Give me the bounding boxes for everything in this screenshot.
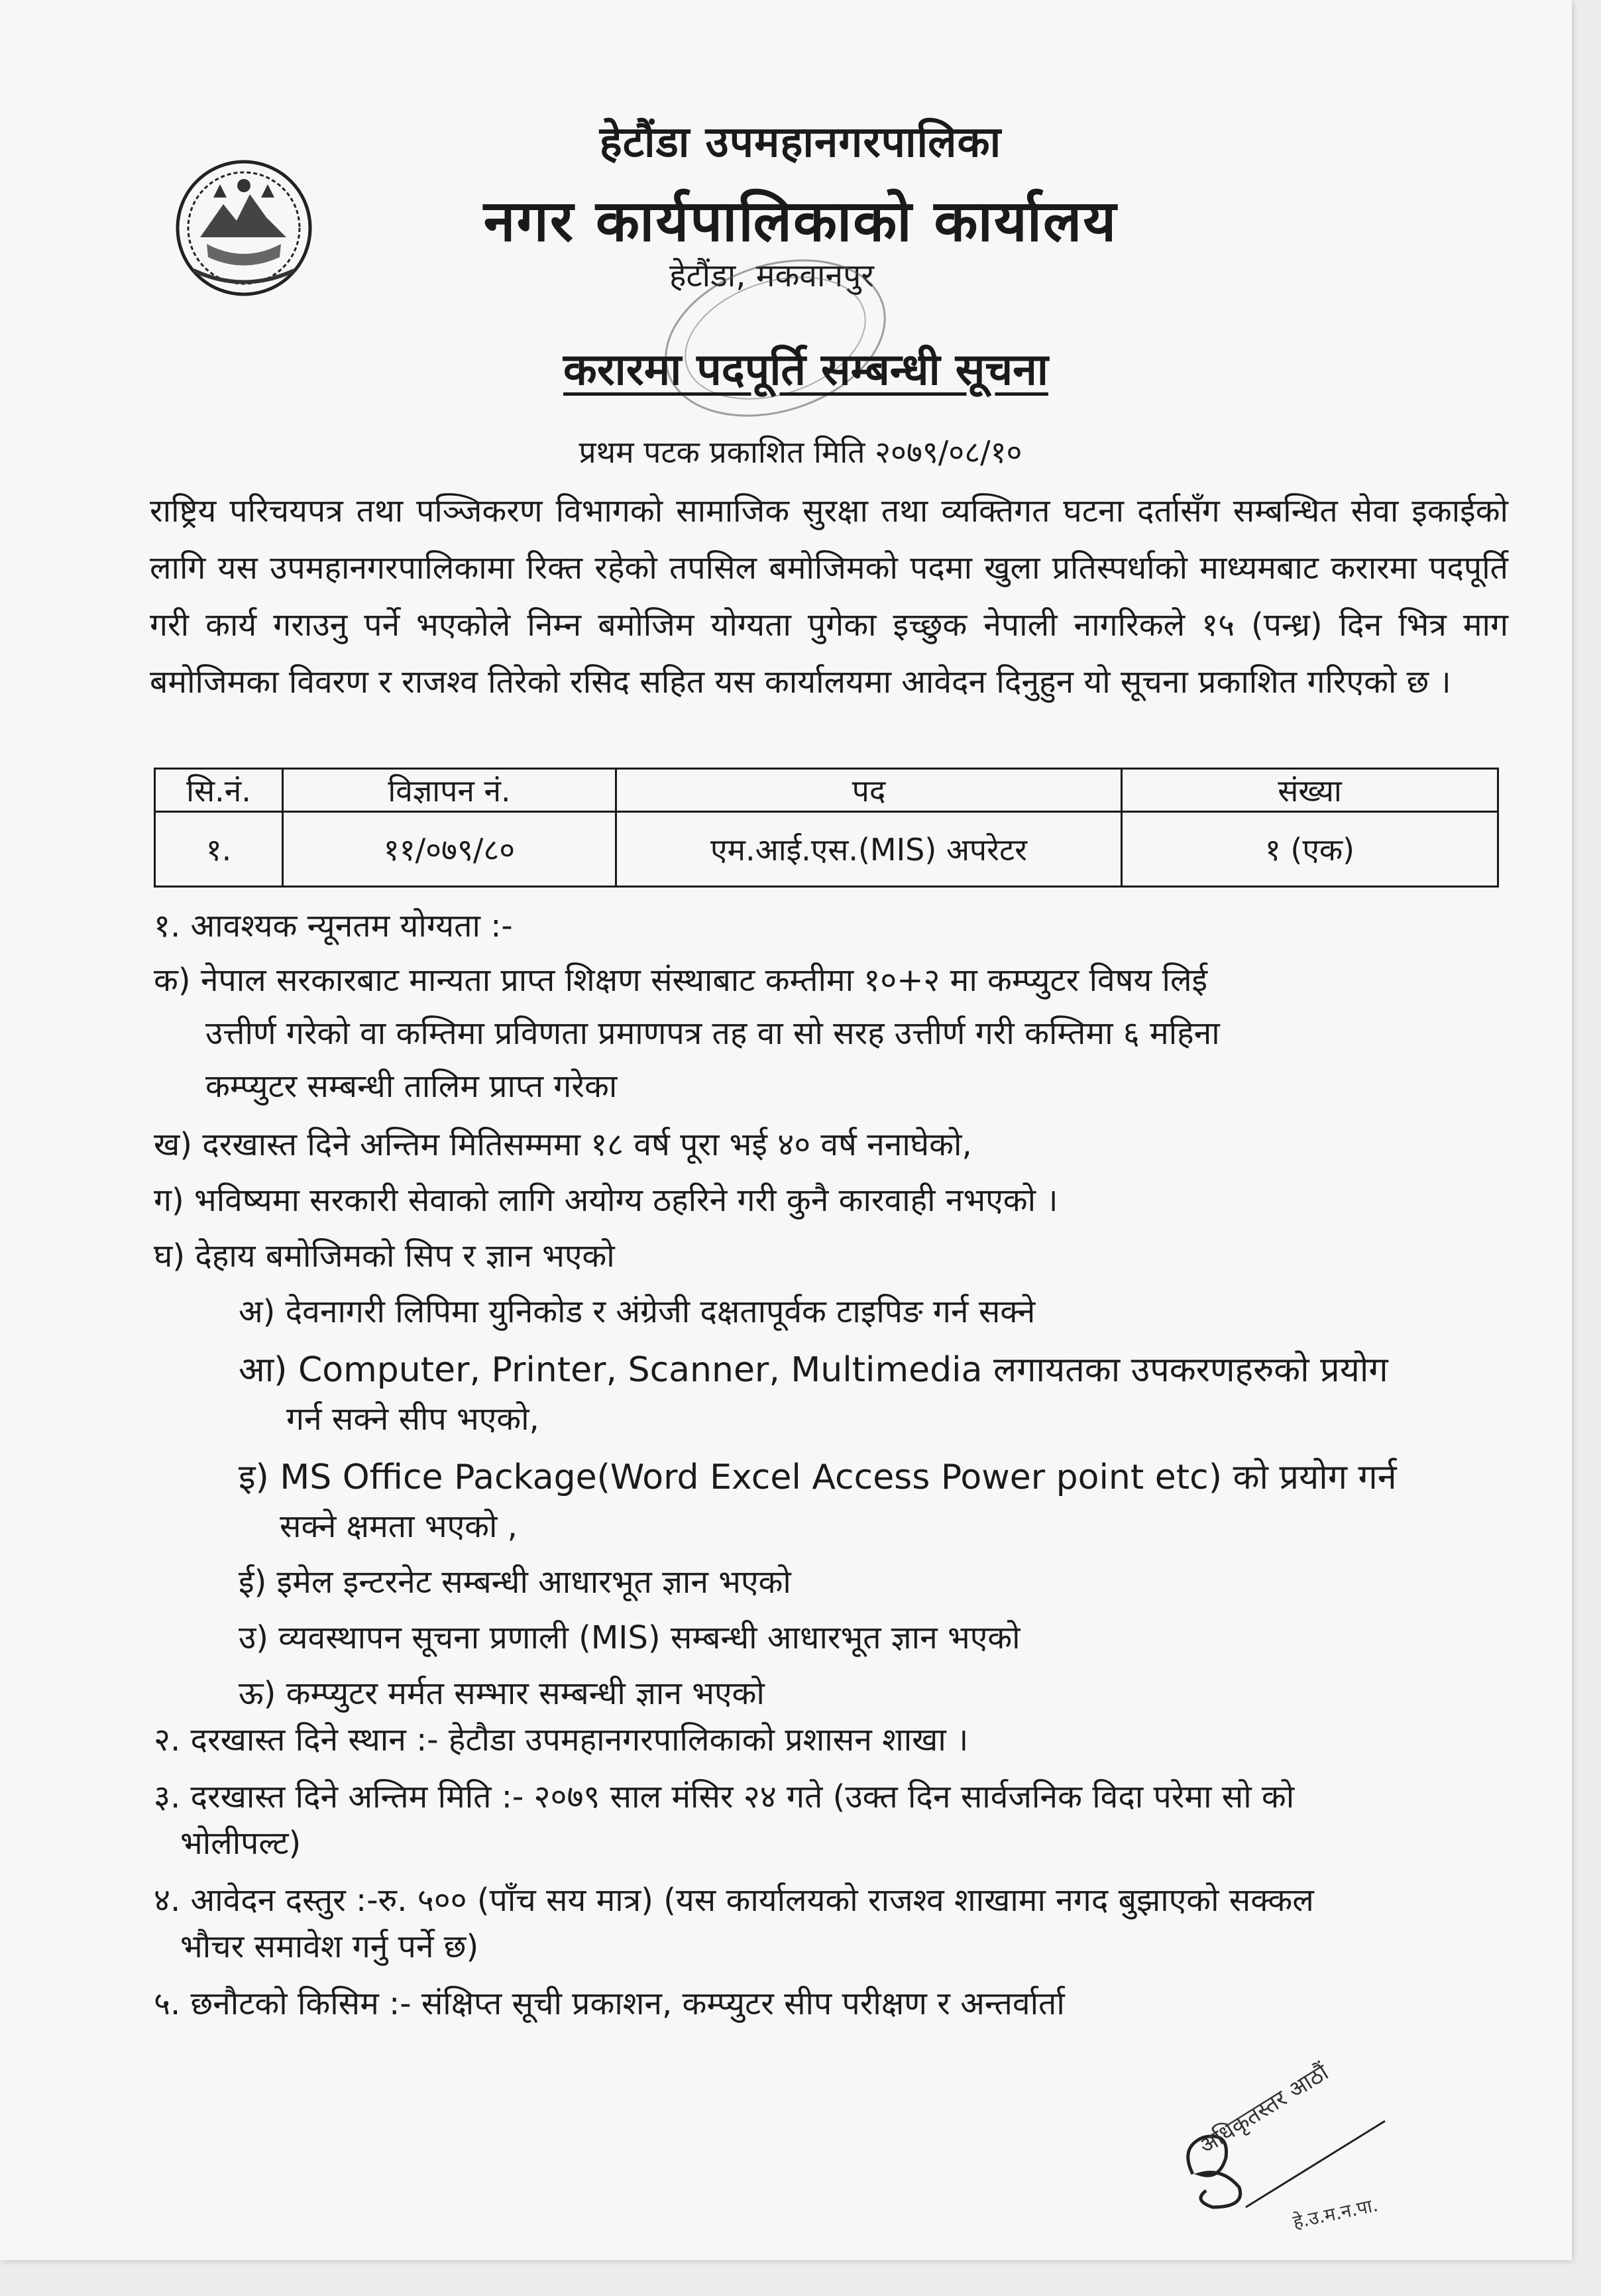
intro-paragraph: राष्ट्रिय परिचयपत्र तथा पञ्जिकरण विभागको सामाजिक सुरक्षा तथा व्यक्तिगत घटना दर्तासँग सम्बन्धित सेवा इकाईको लागि यस उपमहानगरपालिकामा रिक्त रहेको तपसिल बमोजिमको पदमा खुला प्रतिस्पर्धाको माध्यमबाट करारमा पदपूर्ति गरी कार्य गराउनु पर्ने भएकोले निम्न बमोजिम योग्यता पुगेका इच्छुक नेपाली नागरिकले १५ (पन्ध्र) दिन भित्र माग बमोजिमका विवरण र राजश्व तिरेको रसिद सहित यस कार्यालयमा आवेदन दिनुहुन यो सूचना प्रकाशित गरिएको छ । bbox=[150, 492, 1508, 701]
req-i-cont: सक्ने क्षमता भएको , bbox=[280, 1508, 518, 1545]
item-selection: ५. छनौटको किसिम :- संक्षिप्त सूची प्रकाशन, कम्प्युटर सीप परीक्षण र अन्तर्वार्ता bbox=[154, 1985, 1065, 2022]
vacancy-table bbox=[154, 768, 1499, 888]
col-ad-number: विज्ञापन नं. bbox=[283, 769, 616, 812]
notice-title: करारमा पदपूर्ति सम्बन्धी सूचना bbox=[563, 344, 1048, 395]
req-u: उ) व्यवस्थापन सूचना प्रणाली (MIS) सम्बन्धी आधारभूत ज्ञान भएको bbox=[239, 1619, 1021, 1656]
col-position: पद bbox=[616, 769, 1122, 812]
office-location: हेटौंडा, मकवानपुर bbox=[669, 257, 874, 294]
signatory-title: अधिकृतस्तर आठौं bbox=[1194, 2059, 1333, 2160]
cell-serial: १. bbox=[155, 812, 283, 887]
col-count: संख्या bbox=[1122, 769, 1498, 812]
item-deadline: ३. दरखास्त दिने अन्तिम मिति :- २०७९ साल मंसिर २४ गते (उक्त दिन सार्वजनिक विदा परेमा सो को bbox=[154, 1778, 1295, 1815]
req-a: अ) देवनागरी लिपिमा युनिकोड र अंग्रेजी दक्षतापूर्वक टाइपिङ गर्न सक्ने bbox=[239, 1293, 1036, 1330]
cell-position: एम.आई.एस.(MIS) अपरेटर bbox=[616, 812, 1122, 887]
req-i: इ) MS Office Package(Word Excel Access Power point etc) को प्रयोग गर्न bbox=[239, 1458, 1397, 1497]
req-ga: ग) भविष्यमा सरकारी सेवाको लागि अयोग्य ठहरिने गरी कुनै कारवाही नभएको । bbox=[154, 1182, 1058, 1219]
table-row bbox=[155, 812, 1498, 887]
office-name: नगर कार्यपालिकाको कार्यालय bbox=[483, 188, 1118, 255]
cell-count: १ (एक) bbox=[1122, 812, 1498, 887]
item-place: २. दरखास्त दिने स्थान :- हेटौडा उपमहानगरपालिकाको प्रशासन शाखा । bbox=[154, 1721, 969, 1758]
req-ka-cont2: कम्प्युटर सम्बन्धी तालिम प्राप्त गरेका bbox=[205, 1068, 618, 1105]
req-aa: आ) Computer, Printer, Scanner, Multimedia लगायतका उपकरणहरुको प्रयोग bbox=[239, 1350, 1388, 1390]
published-date: प्रथम पटक प्रकाशित मिति २०७९/०८/१० bbox=[579, 434, 1022, 470]
req-kha: ख) दरखास्त दिने अन्तिम मितिसम्ममा १८ वर्ष पूरा भई ४० वर्ष ननाघेको, bbox=[154, 1126, 972, 1163]
requirements-list bbox=[154, 903, 1545, 1717]
item-deadline-cont: भोलीपल्ट) bbox=[180, 1825, 302, 1862]
application-info bbox=[154, 1717, 1545, 2027]
table-header-row bbox=[155, 769, 1498, 812]
municipality-name: हेटौंडा उपमहानगरपालिका bbox=[599, 118, 1002, 167]
col-serial: सि.नं. bbox=[155, 769, 283, 812]
cell-ad-number: ११/०७९/८० bbox=[283, 812, 616, 887]
signatory-office: हे.उ.म.न.पा. bbox=[1291, 2193, 1380, 2234]
item-fee: ४. आवेदन दस्तुर :-रु. ५०० (पाँच सय मात्र) (यस कार्यालयको राजश्व शाखामा नगद बुझाएको सक्कल bbox=[154, 1882, 1314, 1919]
item-fee-cont: भौचर समावेश गर्नु पर्ने छ) bbox=[180, 1928, 479, 1965]
requirements-heading: १. आवश्यक न्यूनतम योग्यता :- bbox=[154, 907, 513, 945]
req-uu: ऊ) कम्प्युटर मर्मत सम्भार सम्बन्धी ज्ञान भएको bbox=[239, 1675, 765, 1712]
req-aa-cont: गर्न सक्ने सीप भएको, bbox=[286, 1401, 539, 1438]
req-ka: क) नेपाल सरकारबाट मान्यता प्राप्त शिक्षण संस्थाबाट कम्तीमा १०+२ मा कम्प्युटर विषय लिई bbox=[154, 962, 1208, 999]
req-ii: ई) इमेल इन्टरनेट सम्बन्धी आधारभूत ज्ञान भएको bbox=[239, 1564, 791, 1601]
req-gha: घ) देहाय बमोजिमको सिप र ज्ञान भएको bbox=[154, 1237, 615, 1275]
req-ka-cont1: उत्तीर्ण गरेको वा कम्तिमा प्रविणता प्रमाणपत्र तह वा सो सरह उत्तीर्ण गरी कम्तिमा ६ महिना bbox=[205, 1015, 1220, 1052]
